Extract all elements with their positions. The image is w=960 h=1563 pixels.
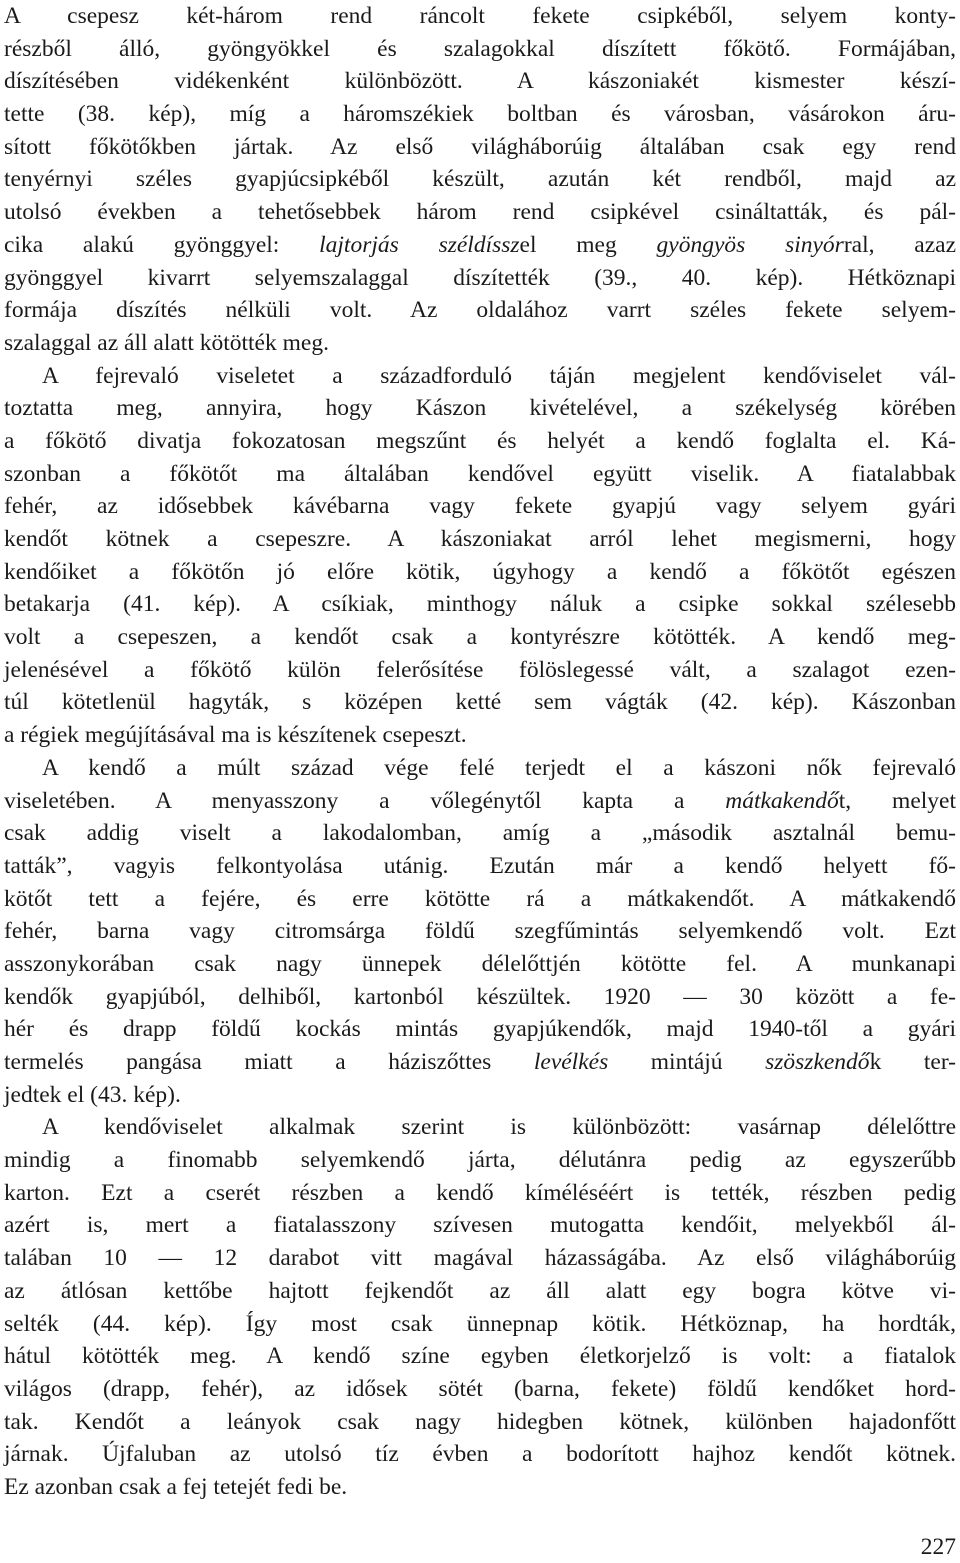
text-line [4, 1471, 956, 1504]
text-line [4, 131, 956, 164]
text-run: az átlósan kettőbe hajtott fejkendőt az áll alatt egy bogra kötve vi- [4, 1277, 956, 1304]
text-run: A fejrevaló viseletet a századforduló táján megjelent kendőviselet vál- [42, 362, 956, 389]
text-line [4, 98, 956, 131]
page-number: 227 [920, 1534, 956, 1560]
italic-term: szöszkendő [765, 1049, 870, 1075]
text-line [4, 1438, 956, 1471]
text-line [4, 686, 956, 719]
text-line [4, 883, 956, 916]
text-line [4, 752, 956, 785]
text-line [4, 1340, 956, 1373]
document-page [4, 0, 956, 1504]
text-run: kendőiket a főkötőn jó előre kötik, úgyhogy a kendő a főkötőt egészen [4, 558, 956, 585]
text-run: karton. Ezt a cserét részben a kendő kíméléséért is tették, részben pedig [4, 1179, 956, 1206]
text-line [4, 588, 956, 621]
text-run: viseletében. A menyasszony a vőlegénytől kapta a [4, 787, 726, 814]
text-line [4, 915, 956, 948]
text-line [4, 294, 956, 327]
text-run: ral, azaz [843, 231, 956, 258]
text-run: hér és drapp földű kockás mintás gyapjúkendők, majd 1940-től a gyári [4, 1016, 956, 1043]
text-run: túl kötetlenül hagyták, s középen ketté sem vágták (42. kép). Kászonban [4, 689, 956, 716]
text-run: hátul kötötték meg. A kendő színe egyben életkorjelző is volt: a fiatalok [4, 1343, 956, 1370]
text-run: Ez azonban csak a fej tetejét fedi be. [4, 1473, 348, 1500]
text-line [4, 163, 956, 196]
italic-term: levélkés [533, 1049, 609, 1075]
text-run: A kendőviselet alkalmak szerint is különbözött: vasárnap délelőttre [42, 1114, 956, 1141]
text-line [4, 1275, 956, 1308]
text-line [4, 425, 956, 458]
text-run: mintájú [608, 1049, 766, 1075]
text-line [4, 523, 956, 556]
text-run: kendők gyapjúból, delhiből, kartonból készültek. 1920 — 30 között a fe- [4, 983, 956, 1010]
text-run: tak. Kendőt a leányok csak nagy hidegben kötnek, különben hajadonfőtt [4, 1408, 956, 1435]
text-line [4, 785, 956, 818]
text-line [4, 229, 956, 262]
text-line [4, 1406, 956, 1439]
text-run: tette (38. kép), míg a háromszékiek boltban és városban, vásárokon áru- [4, 101, 956, 128]
text-run: volt a csepeszen, a kendőt csak a kontyrészre kötötték. A kendő meg- [4, 624, 956, 651]
text-run: A kendő a múlt század vége felé terjedt el a kászoni nők fejrevaló [42, 754, 956, 781]
text-run: azért is, mert a fiatalasszony szívesen mutogatta kendőit, melyekből ál- [4, 1212, 956, 1239]
text-line [4, 556, 956, 589]
text-line [4, 1242, 956, 1275]
text-run: termelés pangása miatt a háziszőttes [4, 1049, 534, 1075]
text-run: a főkötő divatja fokozatosan megszűnt és helyét a kendő foglalta el. Ká- [4, 427, 956, 454]
text-run: mindig a finomabb selyemkendő járta, délutánra pedig az egyszerűbb [4, 1147, 956, 1174]
text-line [4, 1209, 956, 1242]
text-run: selték (44. kép). Így most csak ünnepnap kötik. Hétköznap, ha hordták, [4, 1310, 956, 1337]
text-line [4, 490, 956, 523]
text-line [4, 458, 956, 491]
text-run: A csepesz két-három rend ráncolt fekete csipkéből, selyem konty- [4, 3, 956, 29]
text-line [4, 654, 956, 687]
text-run: világos (drapp, fehér), az idősek sötét (barna, fekete) földű kendőket hord- [4, 1375, 956, 1402]
text-run: részből álló, gyöngyökkel és szalagokkal díszített főkötő. Formájában, [4, 35, 956, 62]
text-run: asszonykorában csak nagy ünnepek délelőttjén kötötte fel. A munkanapi [4, 950, 956, 977]
text-run: gyönggyel kivarrt selyemszalaggal díszítették (39., 40. kép). Hétköznapi [4, 264, 956, 291]
text-run: tatták”, vagyis felkontyolása utánig. Ezután már a kendő helyett fő- [4, 852, 956, 879]
text-run: szalaggal az áll alatt kötötték meg. [4, 329, 329, 356]
text-line [4, 948, 956, 981]
text-line [4, 1144, 956, 1177]
text-line [4, 981, 956, 1014]
text-line [4, 1308, 956, 1341]
italic-term: mátkakendő [725, 787, 839, 814]
text-line [4, 719, 956, 752]
text-line [4, 262, 956, 295]
text-line [4, 65, 956, 98]
text-run: fehér, barna vagy citromsárga földű szegfűmintás selyemkendő volt. Ezt [4, 918, 956, 945]
text-run: járnak. Újfaluban az utolsó tíz évben a bodorított hajhoz kendőt kötnek. [4, 1441, 956, 1468]
text-run: talában 10 — 12 darabot vitt magával házasságába. Az első világháborúig [4, 1245, 956, 1272]
italic-term: gyöngyös sinyór [656, 231, 844, 258]
text-run: cika alakú gyönggyel: [4, 231, 320, 258]
text-run: sított főkötőkben jártak. Az első világháborúig általában csak egy rend [4, 133, 956, 160]
text-run: jedtek el (43. kép). [4, 1081, 181, 1108]
text-run: kötőt tett a fejére, és erre kötötte rá a mátkakendőt. A mátkakendő [4, 885, 956, 912]
italic-term: lajtorjás széldíssz [319, 231, 520, 258]
text-line [4, 196, 956, 229]
text-line [4, 817, 956, 850]
text-run: kendőt kötnek a csepeszre. A kászoniakat arról lehet megismerni, hogy [4, 526, 956, 552]
text-line [4, 327, 956, 360]
body-text [4, 0, 956, 1504]
text-line [4, 1373, 956, 1406]
text-run: utolsó években a tehetősebbek három rend csipkével csináltatták, és pál- [4, 199, 956, 226]
text-run: szonban a főkötőt ma általában kendővel együtt viselik. A fiatalabbak [4, 460, 956, 487]
text-line [4, 1013, 956, 1046]
text-run: fehér, az idősebbek kávébarna vagy fekete gyapjú vagy selyem gyári [4, 493, 956, 520]
text-line [4, 1046, 956, 1079]
text-line [4, 850, 956, 883]
text-line [4, 392, 956, 425]
text-run: k ter- [869, 1049, 956, 1075]
text-line [4, 1111, 956, 1144]
text-line [4, 0, 956, 33]
text-run: toztatta meg, annyira, hogy Kászon kivételével, a székelység körében [4, 395, 956, 422]
text-line [4, 360, 956, 393]
text-run: betakarja (41. kép). A csíkiak, minthogy náluk a csipke sokkal szélesebb [4, 591, 956, 618]
text-run: tenyérnyi széles gyapjúcsipkéből készült, azután két rendből, majd az [4, 166, 956, 193]
text-run: el meg [519, 231, 657, 258]
text-line [4, 1177, 956, 1210]
text-run: t, melyet [838, 787, 956, 814]
text-line [4, 621, 956, 654]
text-line [4, 33, 956, 66]
text-run: jelenésével a főkötő külön felerősítése fölöslegessé vált, a szalagot ezen- [4, 656, 956, 683]
text-run: formája díszítés nélküli volt. Az oldalához varrt széles fekete selyem- [4, 297, 956, 324]
text-run: díszítésében vidékenként különbözött. A kászoniakét kismester készí- [4, 68, 956, 95]
text-run: csak addig viselt a lakodalomban, amíg a „második asztalnál bemu- [4, 820, 956, 847]
text-run: a régiek megújításával ma is készítenek csepeszt. [4, 722, 467, 749]
text-line [4, 1079, 956, 1112]
